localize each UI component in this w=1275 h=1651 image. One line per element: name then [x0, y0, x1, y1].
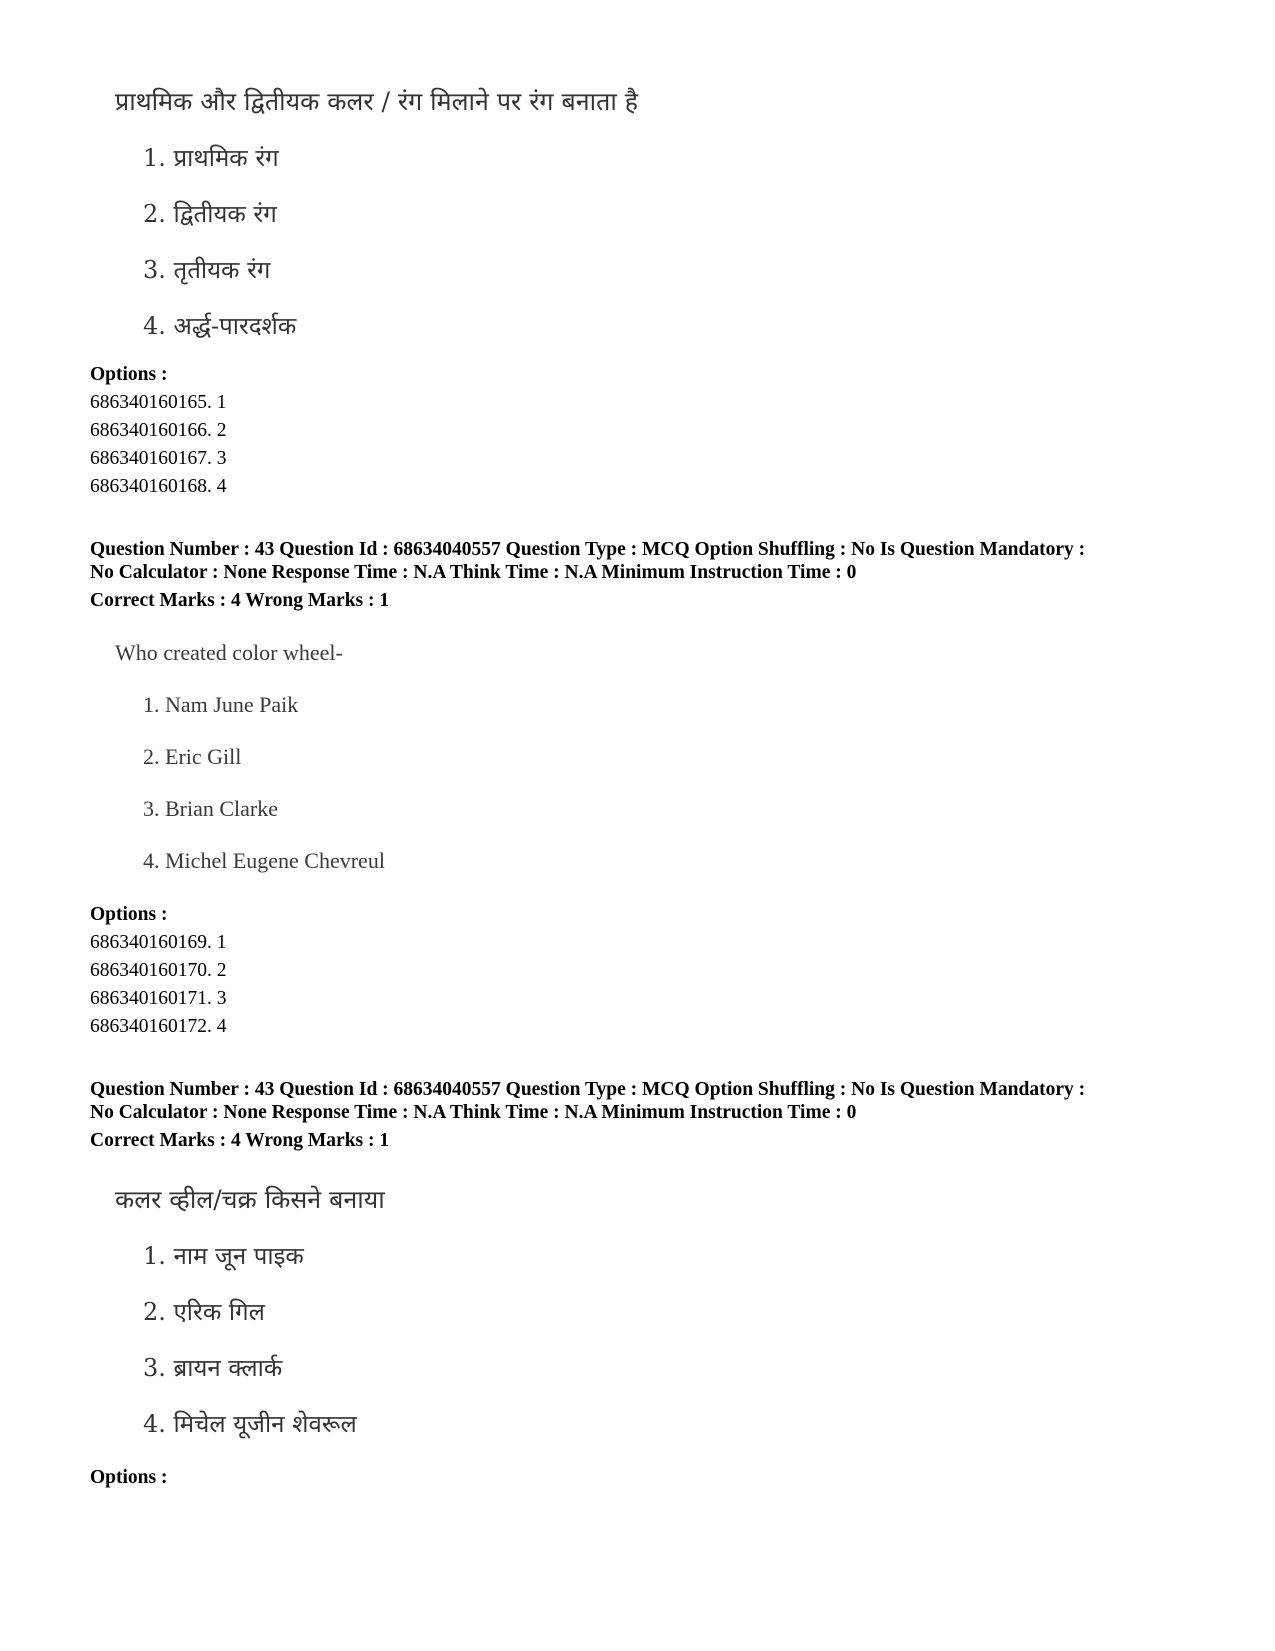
question-text: प्राथमिक और द्वितीयक कलर / रंग मिलाने पर रंग बनाता है	[115, 87, 639, 116]
options-label: Options :	[90, 904, 168, 925]
option-id: 686340160169. 1	[90, 932, 227, 953]
choice-item: 1. नाम जून पाइक	[143, 1242, 304, 1270]
question-meta-line: Question Number : 43 Question Id : 68634040557 Question Type : MCQ Option Shuffling : No Is Question Mandatory :	[90, 539, 1086, 560]
option-id: 686340160166. 2	[90, 420, 227, 441]
question-meta-line: No Calculator : None Response Time : N.A Think Time : N.A Minimum Instruction Time : 0	[90, 562, 857, 583]
choice-item: 2. एरिक गिल	[143, 1298, 265, 1326]
choice-item: 1. प्राथमिक रंग	[143, 144, 279, 172]
choice-item: 3. Brian Clarke	[143, 796, 279, 821]
marks-line: Correct Marks : 4 Wrong Marks : 1	[90, 1130, 390, 1151]
question-text: Who created color wheel-	[115, 640, 343, 665]
choice-item: 2. Eric Gill	[143, 744, 242, 769]
choice-item: 1. Nam June Paik	[143, 692, 299, 717]
question-text: कलर व्हील/चक्र किसने बनाया	[115, 1185, 385, 1214]
choice-item: 4. अर्द्ध-पारदर्शक	[143, 312, 297, 340]
option-id: 686340160168. 4	[90, 476, 227, 497]
choice-item: 4. मिचेल यूजीन शेवरूल	[143, 1410, 357, 1438]
question-meta-line: No Calculator : None Response Time : N.A Think Time : N.A Minimum Instruction Time : 0	[90, 1102, 857, 1123]
choice-item: 4. Michel Eugene Chevreul	[143, 848, 385, 873]
question-meta-line: Question Number : 43 Question Id : 68634040557 Question Type : MCQ Option Shuffling : No Is Question Mandatory :	[90, 1079, 1086, 1100]
marks-line: Correct Marks : 4 Wrong Marks : 1	[90, 590, 390, 611]
option-id: 686340160171. 3	[90, 988, 227, 1009]
choice-item: 3. तृतीयक रंग	[143, 256, 271, 284]
option-id: 686340160165. 1	[90, 392, 227, 413]
options-label: Options :	[90, 1467, 168, 1488]
choice-item: 2. द्वितीयक रंग	[143, 200, 277, 228]
option-id: 686340160170. 2	[90, 960, 227, 981]
options-label: Options :	[90, 364, 168, 385]
option-id: 686340160172. 4	[90, 1016, 227, 1037]
choice-item: 3. ब्रायन क्लार्क	[143, 1354, 283, 1382]
option-id: 686340160167. 3	[90, 448, 227, 469]
